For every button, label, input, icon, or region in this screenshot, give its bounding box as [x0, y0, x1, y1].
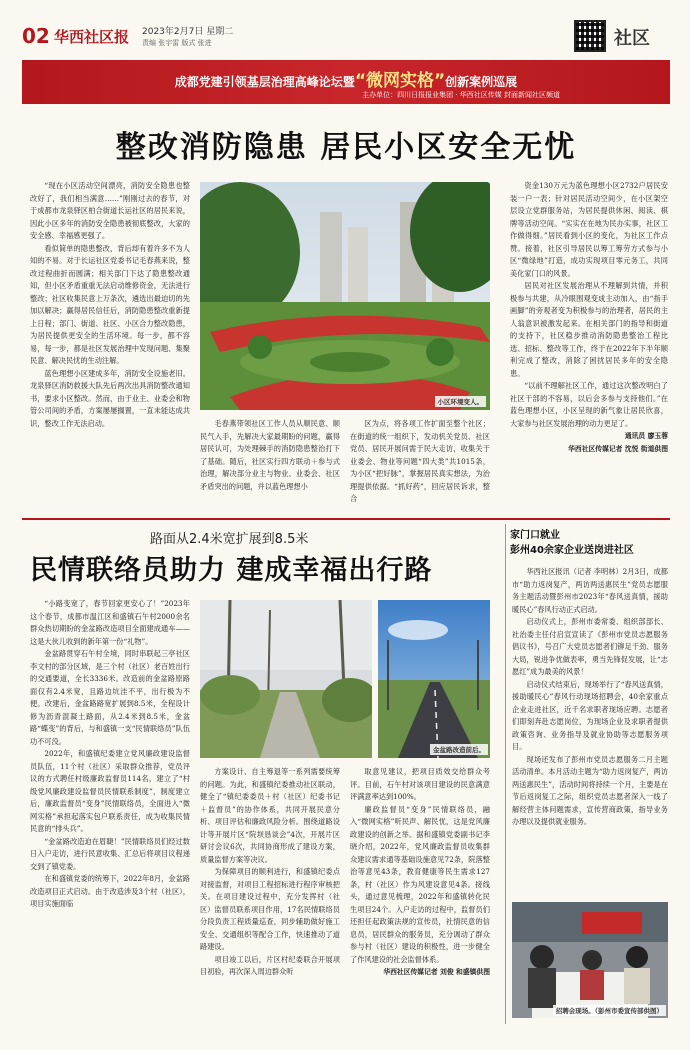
- article1-photo-caption: 小区环境变人。: [435, 396, 487, 407]
- article3-headline: [510, 528, 634, 558]
- paragraph: 蓝色理想小区建成多年，消防安全设施老旧。龙泉驿区消防救援大队先后两次出具消防整改通知书，要求小区整改。然而，由于业主、业委会和物管公司间的矛盾，方案屡屡搁置，一直未能达成共识，整改工作无法启动。: [30, 368, 190, 428]
- article2-photo-before: [200, 600, 372, 758]
- qr-code-icon: [574, 20, 606, 52]
- article2-photo-caption: 金盆路改造前后。: [430, 744, 488, 755]
- issue-date: 2023年2月7日 星期二: [142, 27, 234, 37]
- paragraph: 启动仪式上，彭州市委常委、组织部部长、社治委主任付启宣宣读了《彭州市党员志愿服务倡议书》，号召广大党员志愿者们铆足干劲、服务大局，锐进争优做表率，勇当先锋促发展，让“志愿红”成为最美的风景！: [512, 617, 668, 676]
- banner: [22, 60, 670, 104]
- banner-suffix: 创新案例巡展: [445, 75, 518, 89]
- article1-column-2: [200, 418, 340, 493]
- paragraph: 在和盛镇党委的统筹下，2022年8月，金盆路改造项目正式启动。由于改造涉及3个村（社区），项目实施面临: [30, 874, 190, 908]
- article2-column-3: [350, 766, 490, 979]
- article2-photo-after: [378, 600, 490, 758]
- road-after-illustration: [378, 600, 490, 758]
- paragraph: 2022年，和盛镇纪委建立党风廉政建设监督员队伍，11个村（社区）采取群众推荐，党员评议的方式聘任村级廉政监督员114名，建立了“村级党风廉政建设监督员民情联系制度”，制度建立后，廉政监督员“变身”民情联络员，全面进入“微网实格”承担起落实包户联系责任，成为收集民情民意的“排头兵”。: [30, 749, 190, 833]
- editors: 责编 张宇雷 版式 张进: [142, 39, 212, 47]
- section-name: 社区: [614, 28, 650, 49]
- job-fair-illustration: [512, 902, 668, 1018]
- article2-headline: 民情联络员助力 建成幸福出行路: [30, 555, 433, 586]
- masthead: [22, 18, 670, 60]
- paragraph: 区为点，将各项工作扩面至整个社区；在街道的统一组织下，发动机关党员、社区党员、居民开展问需于民大走访，收集关于业委会、物业等问题“四大类”共1015条，为小区“把好脉”，掌握居民真实想法，为治理提供依据。“抓好药”，回应居民诉求，整合: [350, 419, 490, 503]
- paragraph: 现场还发布了彭州市党员志愿服务二月主题活动清单。本月活动主题为“助力返岗复产，两访两送惠民生”，活动时间将持续一个月，主要是在节后返岗复工之际，组织党员志愿者深入一线了解经营主体问题需求，宣传营商政策，指导业务办理以及提供就业服务。: [512, 754, 668, 826]
- article3-photo-job-fair: [512, 902, 668, 1018]
- banner-highlight: “微网实格”: [354, 71, 446, 91]
- article3-title-line2: 彭州40余家企业送岗进社区: [510, 545, 634, 556]
- page-number: 02: [22, 24, 50, 48]
- article3-body: [512, 566, 668, 829]
- banner-prefix: 成都党建引领基层治理高峰论坛暨: [174, 75, 355, 89]
- article1-column-3: [350, 418, 490, 506]
- article2-credit: 华西社区传媒记者 刘俊 和盛镇供图: [383, 968, 490, 976]
- paragraph: 华西社区报讯（记者 李明林）2月3日，成都市“助力返岗复产，两访两送惠民生”党员志愿服务主题活动暨彭州市2023年“春风送真情，援助暖民心”春风行动正式启动。: [512, 567, 668, 614]
- paragraph: “小路变宽了，春节回家更安心了！”2023年这个春节，成都市温江区和盛镇石午村2000余名群众热切期盼的金盆路改造项目全面建成通车——这是大伙儿收到的新年第一份“礼物”。: [30, 599, 190, 646]
- paragraph: 居民对社区发展治理从不理解到共情，并积极参与共建，从冷眼围观变成主动加入，由“指手画脚”的旁观者变为积极参与的治理者，居民的主人翁意识被激发起来。在相关部门的指导和街道的支持下，社区稳步推动消防隐患整治工程比选、招标、整改等工作，终于在2022年下半年顺利完成了整改，消除了困扰居民多年的安全隐患。: [510, 281, 668, 378]
- paragraph: 廉政监督员“变身”民情联络员，融入“微网实格”听民声、解民忧，这是党风廉政建设的创新之举。据和盛镇党委副书记李晓介绍，2022年，党风廉政监督员收集群众建议需求通等基础设施意见72条，院落整治等意见43条，教育健康等民生需求127条，村（社区）作为风建设意见4条。接线头，通过意见梳理，2022年和盛镇转化民生项目24个。入户走访的过程中，监督员们还担任起政策法规的宣传员，社情民意的信息员，居民群众的服务员，充分调动了群众参与村（社区）建设的积极性，进一步健全了作风建设的社会监督体系。: [350, 804, 490, 964]
- banner-organizers: 主办单位：四川日报报业集团 · 华西社区传媒 封面新闻社区频道: [362, 91, 560, 99]
- road-before-illustration: [200, 600, 372, 758]
- paragraph: 看似简单的隐患整改，背后却有着许多不为人知的不易。对于长运社区党委书记毛春燕来说，整改过程曲折而圆满；相关部门下达了隐患整改通知，但小区矛盾重重无法启动维修资金，无法进行整改；社区收集民意上万条次，遴选出最迫切的先加以解决；赢得居民信任后，消防隐患整改重新提上日程；部门、街道、社区、小区合力整改隐患，为居民提供更安全的生活环境。每一步，都不容易，每一步，都是社区发展治理中发现问题、集聚民意、解决民忧的生动注解。: [30, 243, 190, 365]
- paragraph: 方案设计、自主筹退等一系列需要统筹的问题。为此，和盛镇纪委推动社区联动，健全了“镇纪委委员＋村（社区）纪委书记＋监督员”的协作体系，共同开展民意分析、项目评估和廉政风险分析。围绕道路设计等开展片区“院坝恳谈会”4次，开展片区研讨会议6次，共同协商形成了建设方案，质量监督方案等决议。: [200, 767, 340, 864]
- column-divider: [505, 524, 506, 1024]
- article1-photo-garden: [200, 182, 490, 410]
- article1-credit: 华西社区传媒记者 沈悦 街道供图: [568, 444, 668, 453]
- paragraph: 取意见建议，把项目质效交给群众考评。目前，石午村对该项目建设的民意满意评满意率达到100%。: [350, 767, 490, 801]
- article1-column-1: [30, 180, 190, 430]
- article1-column-4: [510, 180, 668, 455]
- paragraph: 启动仪式结束后，现场举行了“春风送真情，援助暖民心”春风行动现场招聘会，40余家重点企业走进社区，近千名求职者现场应聘。志愿者们即刻奔赴志愿岗位，为现场企业及求职者提供政策咨询、业务指导及就业协助等志愿服务项目。: [512, 679, 668, 751]
- article2-subtitle: 路面从2.4米宽扩展到8.5米: [150, 532, 309, 547]
- article2-column-2: [200, 766, 340, 979]
- paragraph: 项目竣工以后，片区村纪委联合开展项目初验，再次深入周边群众听: [200, 954, 340, 976]
- paragraph: “以前不理解社区工作，通过这次整改明白了社区干部的不容易，以后会多参与支持他们。”在蓝色理想小区，小区呈现的新气象让居民欣喜，大家参与社区发展治理的动力更足了。: [510, 381, 668, 428]
- garden-photo-illustration: [200, 182, 490, 410]
- paragraph: “金盆路改造迫在眉睫！”民情联络员们经过数日入户走访，进行民意收集、汇总后将项目议程递交到了镇党委。: [30, 836, 190, 871]
- article2-column-1: [30, 598, 190, 911]
- paragraph: 金盆路贯穿石午村全境，同时串联起三亭社区李文村的部分区域，是三个村（社区）老百姓出行的交通要道，全长3336米。改造前的金盆路原路面仅有2.4米宽，且路边坑洼不平，出行极为不便。改建后，金盆路路宽扩展到8.5米，全程设计修为沥青混凝土路面，从2.4米到8.5米，金盆路“蝶变”的背后，与和盛镇一支“民情联络员”队伍功不可没。: [30, 649, 190, 746]
- paper-name: 华西社区报: [54, 28, 130, 46]
- paragraph: “现在小区活动空间漂亮，消防安全隐患也整改好了，我们相当满意……”刚刚过去的春节，对于成都市龙泉驿区柏合街道长运社区的居民来说，因此小区多年的消防安全隐患被彻底整改，大家的安全感、幸福感更强了。: [30, 181, 190, 240]
- section-divider: [22, 518, 670, 520]
- paragraph: 毛春燕带领社区工作人员从顺民意、顺民气入手，先解决大家最期盼的问题，赢得居民认可，为处理棘手的消防隐患整治打下了基础。随后，社区实行四方联动＋参与式治理，解决部分业主与物业、业委会、社区矛盾突出的问题，并以蓝色理想小: [200, 419, 340, 491]
- article1-reporter: 通讯员 廖玉蓉: [624, 432, 668, 440]
- article3-title-line1: 家门口就业: [510, 530, 560, 541]
- article3-photo-caption: 招聘会现场。（彭州市委宣传部供图）: [553, 1005, 666, 1016]
- article1-headline: 整改消防隐患 居民小区安全无忧: [115, 130, 577, 165]
- paragraph: 为保障项目的顺利进行，和盛镇纪委点对接监督，对项目工程招标进行程序审核把关。在项目建设过程中，充分发挥村（社区）监督员联系项目作用，17名民情联络员分段负责工程质量巡查，同步辅助做好施工安全、交通组织等配合工作，快速推动了道路建设。: [200, 867, 340, 951]
- banner-title: [22, 66, 670, 91]
- paragraph: 资金130万元为蓝色理想小区2732户居民安装一户一表；针对居民活动空间少，在小区架空层设立党群服务站，为居民提供休闲、阅读、棋牌等活动空间。“实实在在地为民办实事，社区工作做得细。”居民看到小区的变化，为社区工作点赞。接着，社区引导居民以筹工筹劳方式参与小区“微绿地”打造，成功实现项目零元务工，共同美化家门口的风景。: [510, 181, 668, 278]
